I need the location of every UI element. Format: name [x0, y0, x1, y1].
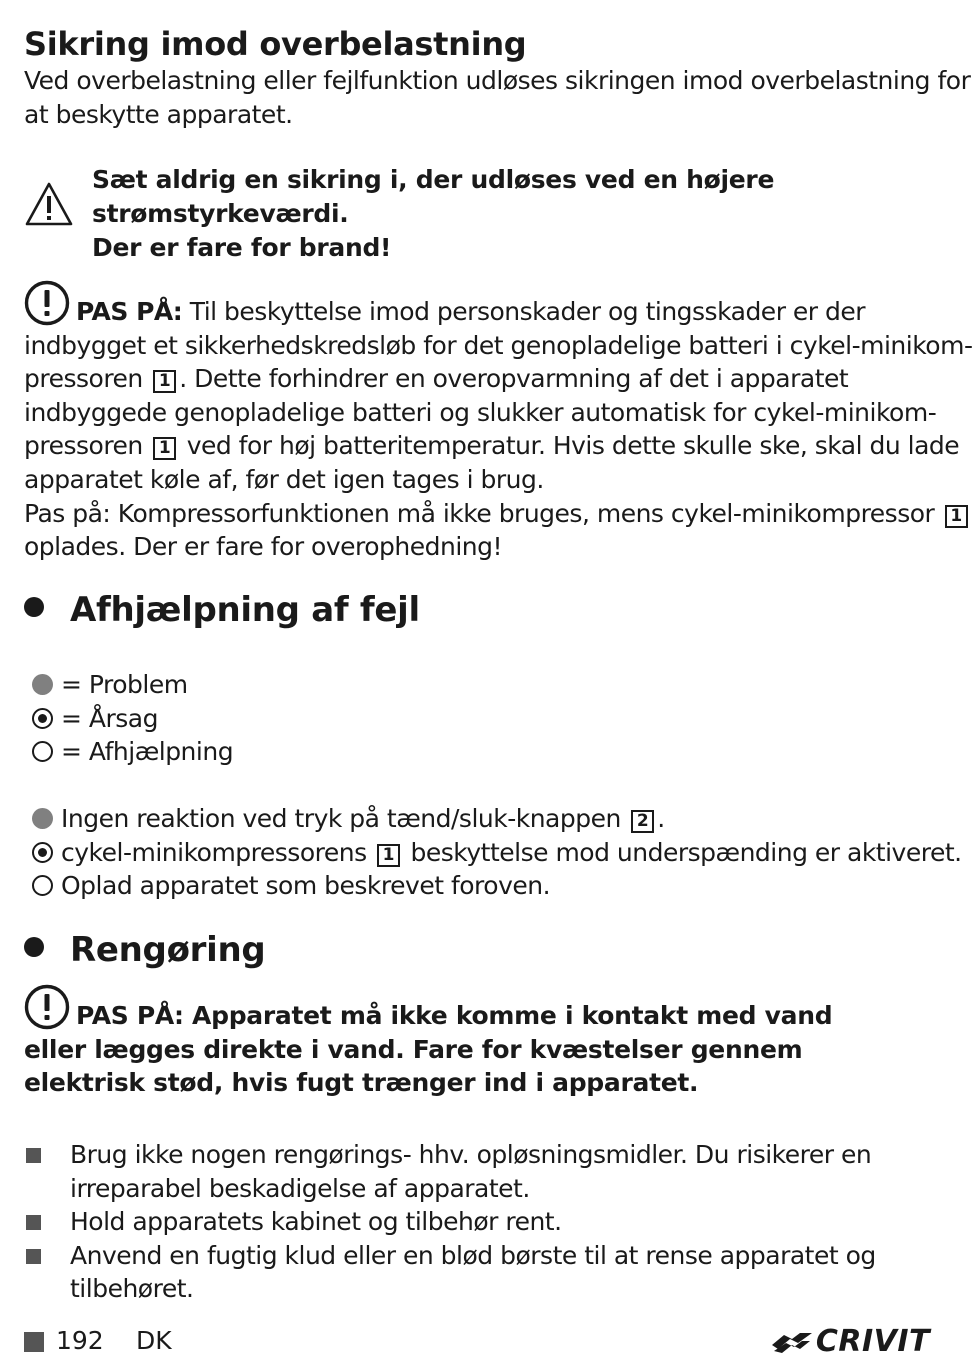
- square-bullet-icon: [26, 1249, 41, 1264]
- caution-text: oplades. Der er fare for overophedning!: [24, 532, 503, 562]
- cause-dot-icon: [32, 842, 53, 863]
- fire-warning-text: [92, 163, 774, 265]
- part-number-1: 1: [945, 505, 968, 528]
- page-number: 192: [56, 1326, 104, 1355]
- part-number-1: 1: [153, 437, 176, 460]
- crivit-logo-icon: [770, 1329, 814, 1355]
- remedy-text: Oplad apparatet som beskrevet foroven.: [61, 871, 551, 901]
- caution-text: indbyggede genopladelige batteri og slukker automatisk for cykel-minikom-: [24, 397, 937, 427]
- list-item-text: Brug ikke nogen rengørings- hhv. opløsningsmidler. Du risikerer en: [70, 1140, 872, 1169]
- problem-text: Ingen reaktion ved tryk på tænd/sluk-knappen: [61, 804, 621, 833]
- part-number-2: 2: [631, 810, 654, 833]
- caution-text: pressoren: [24, 364, 143, 394]
- square-bullet-icon: [26, 1148, 41, 1163]
- part-number-1: 1: [153, 370, 176, 393]
- warning-triangle-icon: [24, 181, 74, 227]
- water-caution-text: elektrisk stød, hvis fugt trænger ind i apparatet.: [24, 1068, 699, 1098]
- remedy-circle-icon: [32, 741, 53, 762]
- caution-text: . Dette forhindrer en overopvarmning af det i apparatet: [179, 364, 849, 394]
- footer-square-icon: [24, 1332, 44, 1352]
- troubleshooting-heading: [24, 590, 420, 630]
- heading-bullet-icon: [24, 937, 44, 957]
- symbol-legend: [32, 668, 233, 769]
- language-code: DK: [136, 1326, 172, 1355]
- caution-text: Pas på: Kompressorfunktionen må ikke bruges, mens cykel-minikompressor: [24, 498, 935, 528]
- cleaning-heading: [24, 930, 265, 970]
- battery-caution: [24, 280, 972, 564]
- square-bullet-icon: [26, 1215, 41, 1230]
- part-number-1: 1: [377, 844, 400, 867]
- list-item-text: Hold apparatets kabinet og tilbehør rent.: [70, 1207, 562, 1237]
- caution-text: Til beskyttelse imod personskader og tingsskader er der: [189, 297, 866, 326]
- problem-dot-icon: [32, 674, 53, 695]
- problem-dot-icon: [32, 808, 53, 829]
- problem-text: .: [657, 804, 665, 833]
- cleaning-list: [24, 1138, 930, 1306]
- exclamation-circle-icon: [24, 984, 70, 1030]
- caution-text: pressoren: [24, 431, 143, 461]
- legend-remedy: = Afhjælpning: [61, 737, 234, 767]
- list-item: [24, 1138, 930, 1205]
- overload-heading: Sikring imod overbelastning: [24, 25, 527, 63]
- list-item-text: Anvend en fugtig klud eller en blød børste til at rense apparatet og: [70, 1240, 876, 1270]
- cause-text: cykel-minikompressorens: [61, 837, 367, 867]
- water-caution-text: PAS PÅ: Apparatet må ikke komme i kontakt med vand: [76, 1001, 833, 1030]
- list-item-text: tilbehøret.: [70, 1274, 194, 1304]
- intro-line: Ved overbelastning eller fejlfunktion udløses sikringen imod overbelastning for: [24, 66, 971, 95]
- warning-line: Der er fare for brand!: [92, 233, 392, 262]
- warning-line: Sæt aldrig en sikring i, der udløses ved en højere: [92, 165, 775, 194]
- troubleshooting-title: Afhjælpning af fejl: [70, 590, 420, 630]
- brand-logo: [770, 1326, 930, 1358]
- caution-text: apparatet køle af, før det igen tages i brug.: [24, 464, 544, 494]
- caution-text: ved for høj batteritemperatur. Hvis dette skulle ske, skal du lade: [186, 431, 960, 461]
- legend-problem: = Problem: [61, 670, 188, 699]
- water-caution: [24, 984, 930, 1100]
- remedy-circle-icon: [32, 875, 53, 896]
- brand-name: CRIVIT: [815, 1324, 930, 1359]
- manual-page: [24, 0, 972, 1363]
- exclamation-circle-icon: [24, 280, 70, 326]
- overload-intro: [24, 64, 971, 131]
- cause-dot-icon: [32, 708, 53, 729]
- cleaning-title: Rengøring: [70, 930, 266, 970]
- list-item: [24, 1205, 930, 1239]
- cause-text: beskyttelse mod underspænding er aktiveret.: [410, 837, 962, 867]
- list-item: [24, 1239, 930, 1306]
- warning-line: strømstyrkeværdi.: [92, 199, 349, 228]
- intro-line: at beskytte apparatet.: [24, 99, 293, 129]
- water-caution-text: eller lægges direkte i vand. Fare for kvæstelser gennem: [24, 1034, 803, 1064]
- caution-label: PAS PÅ:: [76, 297, 183, 326]
- list-item-text: irreparabel beskadigelse af apparatet.: [70, 1173, 530, 1203]
- heading-bullet-icon: [24, 597, 44, 617]
- legend-cause: = Årsag: [61, 703, 158, 733]
- trouble-entry: [32, 802, 962, 903]
- page-footer: [24, 1324, 930, 1360]
- caution-text: indbygget et sikkerhedskredsløb for det genopladelige batteri i cykel-minikom-: [24, 330, 972, 360]
